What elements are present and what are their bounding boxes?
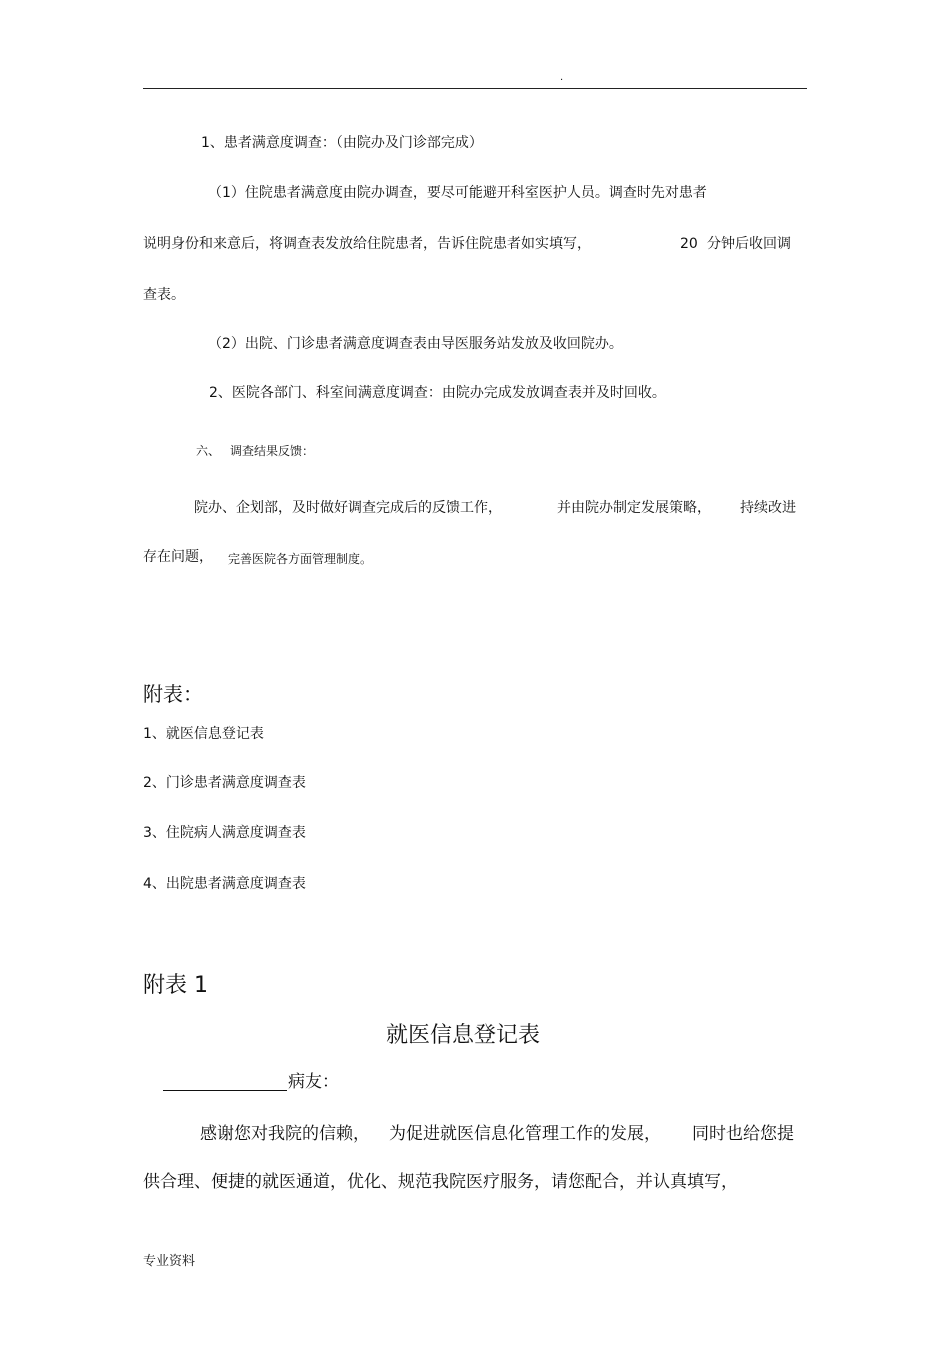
item1-sub2: （2）出院、门诊患者满意度调查表由导医服务站发放及收回院办。 [208,336,623,352]
section6-number: 六、 [196,444,221,458]
section6-para-part3: 持续改进 [740,500,796,516]
section6-para-line2b: 完善医院各方面管理制度。 [228,552,373,566]
form-title: 就医信息登记表 [386,1023,541,1048]
appendix-item-1: 1、就医信息登记表 [143,726,264,742]
item1-sub1-line2b: 分钟后收回调 [707,236,791,252]
appendix-item-4: 4、出院患者满意度调查表 [143,876,306,892]
footer-text: 专业资料 [143,1254,196,1269]
item1-sub1-minutes: 20 [680,236,698,252]
appendix1-label: 附表 1 [143,973,208,998]
appendix-title: 附表： [143,682,203,706]
salutation: 病友： [288,1072,339,1092]
item2: 2、医院各部门、科室间满意度调查：由院办完成发放调查表并及时回收。 [209,385,666,401]
intro-part2: 为促进就医信息化管理工作的发展， [389,1124,661,1144]
patient-name-blank [163,1090,287,1091]
item1-sub1-line3: 查表。 [143,287,185,303]
intro-part1: 感谢您对我院的信赖， [200,1124,370,1144]
appendix-item-2: 2、门诊患者满意度调查表 [143,775,306,791]
section6-para-part1: 院办、企划部，及时做好调查完成后的反馈工作， [194,500,502,516]
header-rule [143,88,807,89]
item1-sub1-line2a: 说明身份和来意后，将调查表发放给住院患者，告诉住院患者如实填写， [143,236,591,252]
section6-para-part2: 并由院办制定发展策略， [557,500,711,516]
appendix-item-3: 3、住院病人满意度调查表 [143,825,306,841]
item1-sub1-line1: （1）住院患者满意度由院办调查，要尽可能避开科室医护人员。调查时先对患者 [208,185,707,201]
section6-para-line2a: 存在问题， [143,549,213,565]
intro-line2: 供合理、便捷的就医通道，优化、规范我院医疗服务，请您配合，并认真填写， [143,1172,738,1192]
intro-part3: 同时也给您提 [692,1124,794,1144]
section6-heading: 调查结果反馈： [230,444,315,458]
item1-title: 1、患者满意度调查：（由院办及门诊部完成） [201,135,483,151]
header-dot: . [560,72,564,83]
